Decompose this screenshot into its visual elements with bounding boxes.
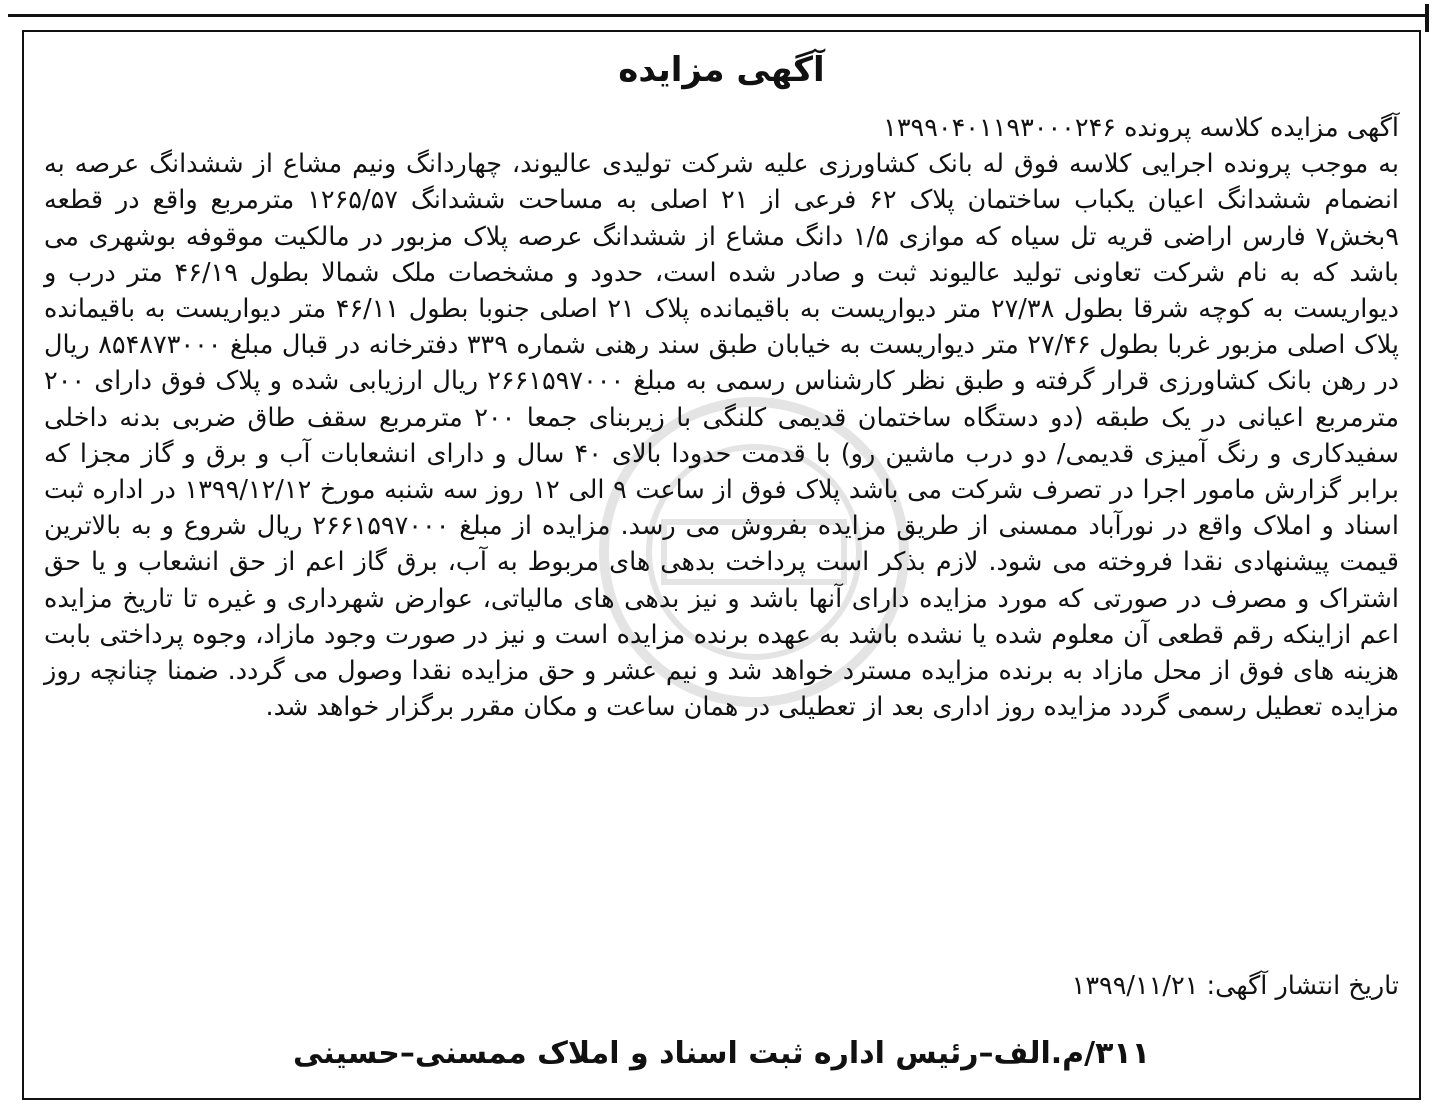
publish-date: تاریخ انتشار آگهی: ۱۳۹۹/۱۱/۲۱	[1071, 971, 1399, 1001]
corner-mark	[1425, 4, 1441, 32]
notice-body	[44, 110, 1399, 725]
signature-line: ۳۱۱/م.الف–رئیس اداره ثبت اسناد و املاک ممسنی–حسینی	[292, 1036, 1151, 1071]
file-number-line: آگهی مزایده کلاسه پرونده ۱۳۹۹۰۴۰۱۱۹۳۰۰۰۲۴۶	[883, 113, 1399, 143]
notice-title: آگهی مزایده	[618, 50, 825, 90]
top-rule	[8, 14, 1425, 17]
notice-paragraph: به موجب پرونده اجرایی کلاسه فوق له بانک کشاورزی علیه شرکت تولیدی عالیوند، چهاردانگ ونیم مشاع از ششدانگ عرصه به انضمام ششدانگ اعیان یکباب ساختمان پلاک ۶۲ فرعی از ۲۱ اصلی به مساحت ششدانگ ۱۲۶۵/۵۷ مترمربع واقع در قطعه ۹بخش۷ فارس اراضی قریه تل سیاه که موازی ۱/۵ دانگ مشاع از ششدانگ عرصه پلاک مزبور در مالکیت موقوفه بوشهری می باشد که به نام شرکت تعاونی تولید عالیوند ثبت و صادر شده است، حدود و مشخصات ملک شمالا بطول ۴۶/۱۹ متر درب و دیواریست به کوچه شرقا بطول ۲۷/۳۸ متر دیواریست به باقیمانده پلاک ۲۱ اصلی جنوبا بطول ۴۶/۱۱ متر دیواریست به باقیمانده پلاک اصلی مزبور غربا بطول ۲۷/۴۶ متر دیواریست به خیابان طبق سند رهنی شماره ۳۳۹ دفترخانه در قبال مبلغ ۸۵۴۸۷۳۰۰۰ ریال در رهن بانک کشاورزی قرار گرفته و طبق نظر کارشناس رسمی به مبلغ ۲۶۶۱۵۹۷۰۰۰ ریال ارزیابی شده و پلاک فوق دارای ۲۰۰ مترمربع اعیانی در یک طبقه (دو دستگاه ساختمان قدیمی کلنگی با زیربنای جمعا ۲۰۰ مترمربع سقف طاق ضربی بدنه داخلی سفیدکاری و رنگ آمیزی قدیمی/ دو درب ماشین رو) با قدمت حدودا بالای ۴۰ سال و دارای انشعابات آب و برق و گاز مجزا که برابر گزارش مامور اجرا در تصرف شرکت می باشد پلاک فوق از ساعت ۹ الی ۱۲ روز سه شنبه مورخ ۱۳۹۹/۱۲/۱۲ در اداره ثبت اسناد و املاک واقع در نورآباد ممسنی از طریق مزایده بفروش می رسد. مزایده از مبلغ ۲۶۶۱۵۹۷۰۰۰ ریال شروع و به بالاترین قیمت پیشنهادی نقدا فروخته می شود. لازم بذکر است پرداخت بدهی های مربوط به آب، برق گاز اعم از حق انشعاب و یا حق اشتراک و مصرف در صورتی که مورد مزایده دارای آنها باشد و نیز بدهی های مالیاتی، عوارض شهرداری و غیره تا تاریخ مزایده اعم ازاینکه رقم قطعی آن معلوم شده یا نشده باشد به عهده برنده مزایده است و نیز در صورت وجود مازاد، وجوه پرداختی بابت هزینه های فوق از محل مازاد به برنده مزایده مسترد خواهد شد و نیم عشر و حق مزایده نقدا وصول می گردد. ضمنا چنانچه روز مزایده تعطیل رسمی گردد مزایده روز اداری بعد از تعطیلی در همان ساعت و مکان مقرر برگزار خواهد شد.	[44, 149, 1400, 723]
notice-frame	[22, 30, 1421, 1100]
